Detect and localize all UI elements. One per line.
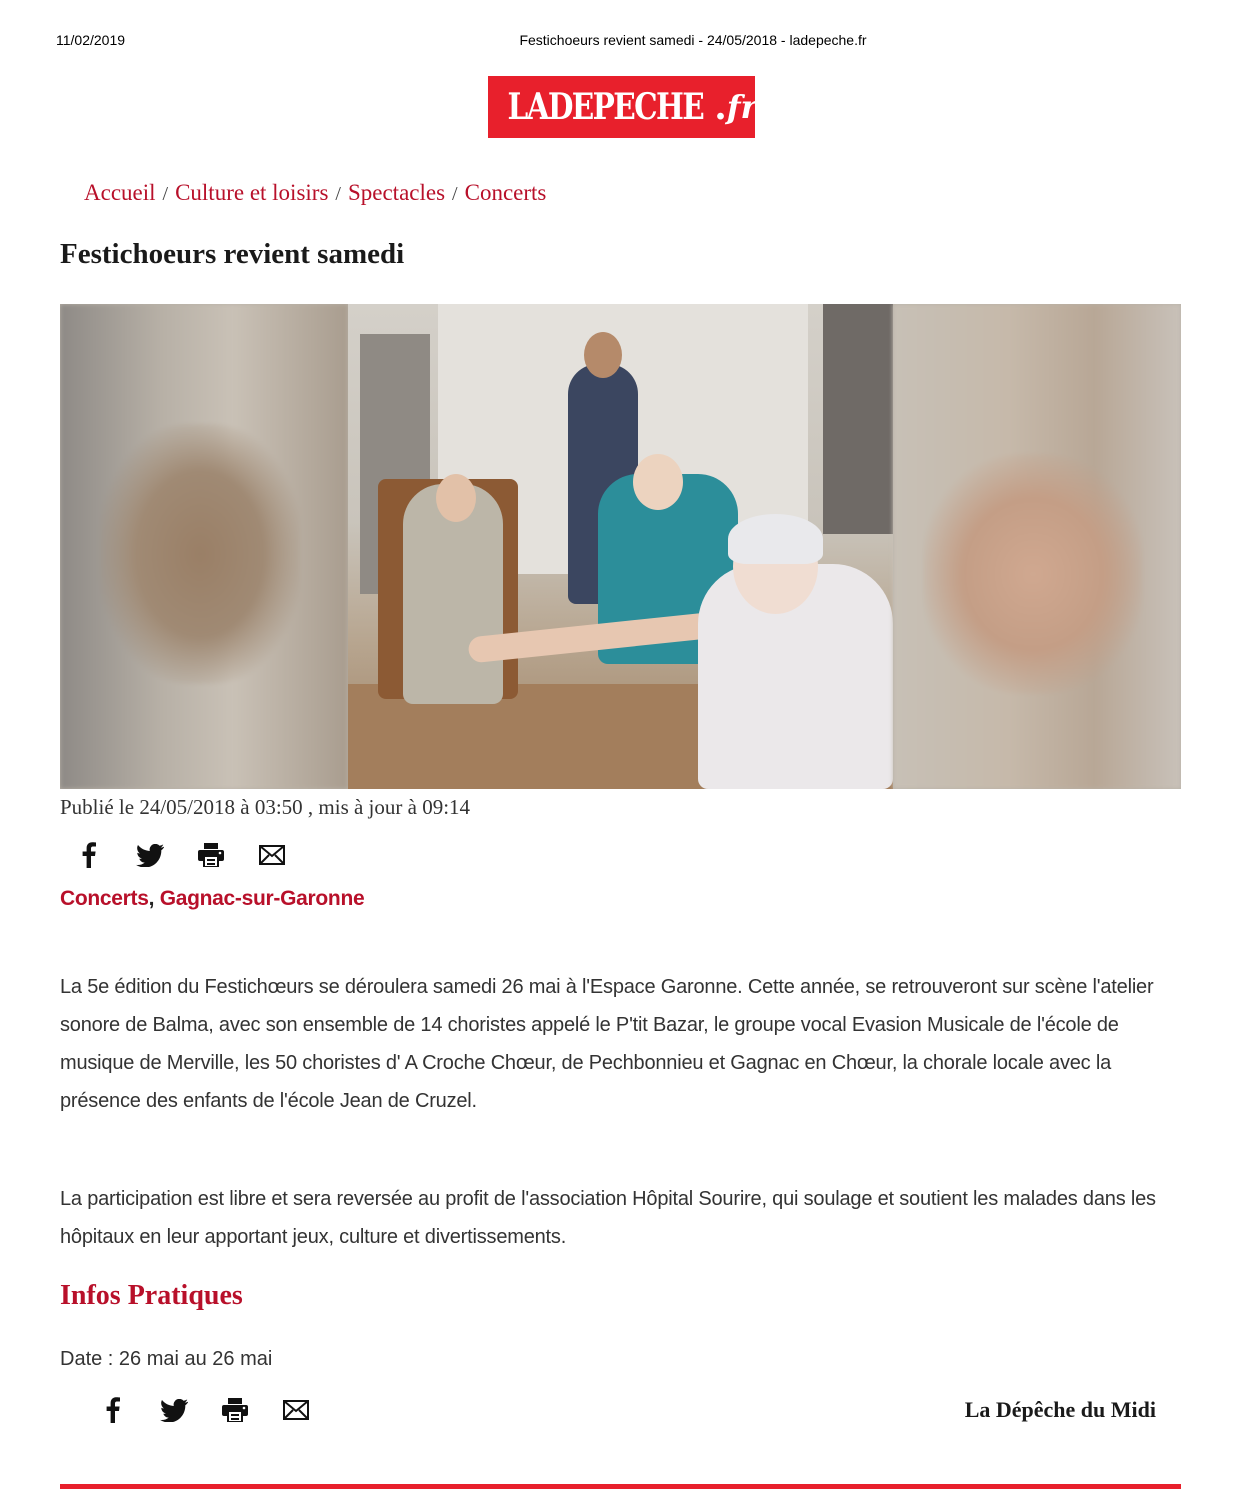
photo-blur-right bbox=[893, 304, 1181, 789]
breadcrumb-separator: / bbox=[162, 183, 169, 205]
logo-tld: fr bbox=[726, 88, 758, 126]
footer-divider bbox=[60, 1484, 1181, 1489]
article-tags bbox=[60, 887, 364, 911]
email-icon[interactable] bbox=[281, 1395, 311, 1425]
footer-brand: La Dépêche du Midi bbox=[964, 1397, 1156, 1422]
facebook-icon[interactable] bbox=[74, 840, 104, 870]
share-bar-top bbox=[74, 840, 318, 870]
photo-main bbox=[348, 304, 893, 789]
breadcrumb bbox=[84, 180, 546, 206]
article-paragraph: La 5e édition du Festichœurs se déroulera samedi 26 mai à l'Espace Garonne. Cette année, se retrouveront sur scène l'atelier sonore de Balma, avec son ensemble de 14 choristes appelé le P'tit Bazar, le groupe vocal Evasion Musicale de l'école de musique de Merville, les 50 choristes d' A Croche Chœur, de Pechbonnieu et Gagnac en Chœur, la chorale locale avec la présence des enfants de l'école Jean de Cruzel. bbox=[60, 976, 1154, 1112]
publication-date: Publié le 24/05/2018 à 03:50 , mis à jour à 09:14 bbox=[60, 795, 471, 819]
site-logo[interactable] bbox=[488, 76, 758, 138]
logo-wordmark: LADEPECHE bbox=[507, 86, 703, 128]
infos-pratiques-heading: Infos Pratiques bbox=[60, 1280, 243, 1311]
photo-blur-left bbox=[60, 304, 348, 789]
breadcrumb-link-culture-et-loisirs[interactable]: Culture et loisirs bbox=[175, 180, 329, 205]
event-date: Date : 26 mai au 26 mai bbox=[60, 1348, 273, 1370]
facebook-icon[interactable] bbox=[98, 1395, 128, 1425]
print-icon[interactable] bbox=[220, 1395, 250, 1425]
tag-link-gagnac-sur-garonne[interactable]: Gagnac-sur-Garonne bbox=[159, 887, 365, 910]
twitter-icon[interactable] bbox=[135, 840, 165, 870]
tag-separator: , bbox=[148, 887, 160, 910]
breadcrumb-link-accueil[interactable]: Accueil bbox=[84, 180, 156, 205]
tag-link-concerts[interactable]: Concerts bbox=[60, 887, 149, 910]
breadcrumb-separator: / bbox=[335, 183, 341, 205]
print-page-title: Festichoeurs revient samedi - 24/05/2018 - ladepeche.fr bbox=[519, 32, 867, 48]
article-paragraph: La participation est libre et sera reversée au profit de l'association Hôpital Sourire, qui soulage et soutient les malades dans les hôpitaux en leur apportant jeux, culture et divertissements. bbox=[60, 1188, 1156, 1248]
breadcrumb-separator: / bbox=[452, 183, 458, 205]
share-bar-bottom bbox=[98, 1395, 342, 1425]
print-header bbox=[0, 32, 1234, 52]
twitter-icon[interactable] bbox=[159, 1395, 189, 1425]
article-title: Festichoeurs revient samedi bbox=[60, 238, 405, 270]
print-icon[interactable] bbox=[196, 840, 226, 870]
email-icon[interactable] bbox=[257, 840, 287, 870]
breadcrumb-link-concerts[interactable]: Concerts bbox=[464, 180, 547, 205]
logo-dot: . bbox=[714, 86, 727, 128]
article-photo bbox=[60, 304, 1181, 789]
breadcrumb-link-spectacles[interactable]: Spectacles bbox=[347, 180, 446, 205]
print-date: 11/02/2019 bbox=[56, 32, 126, 48]
